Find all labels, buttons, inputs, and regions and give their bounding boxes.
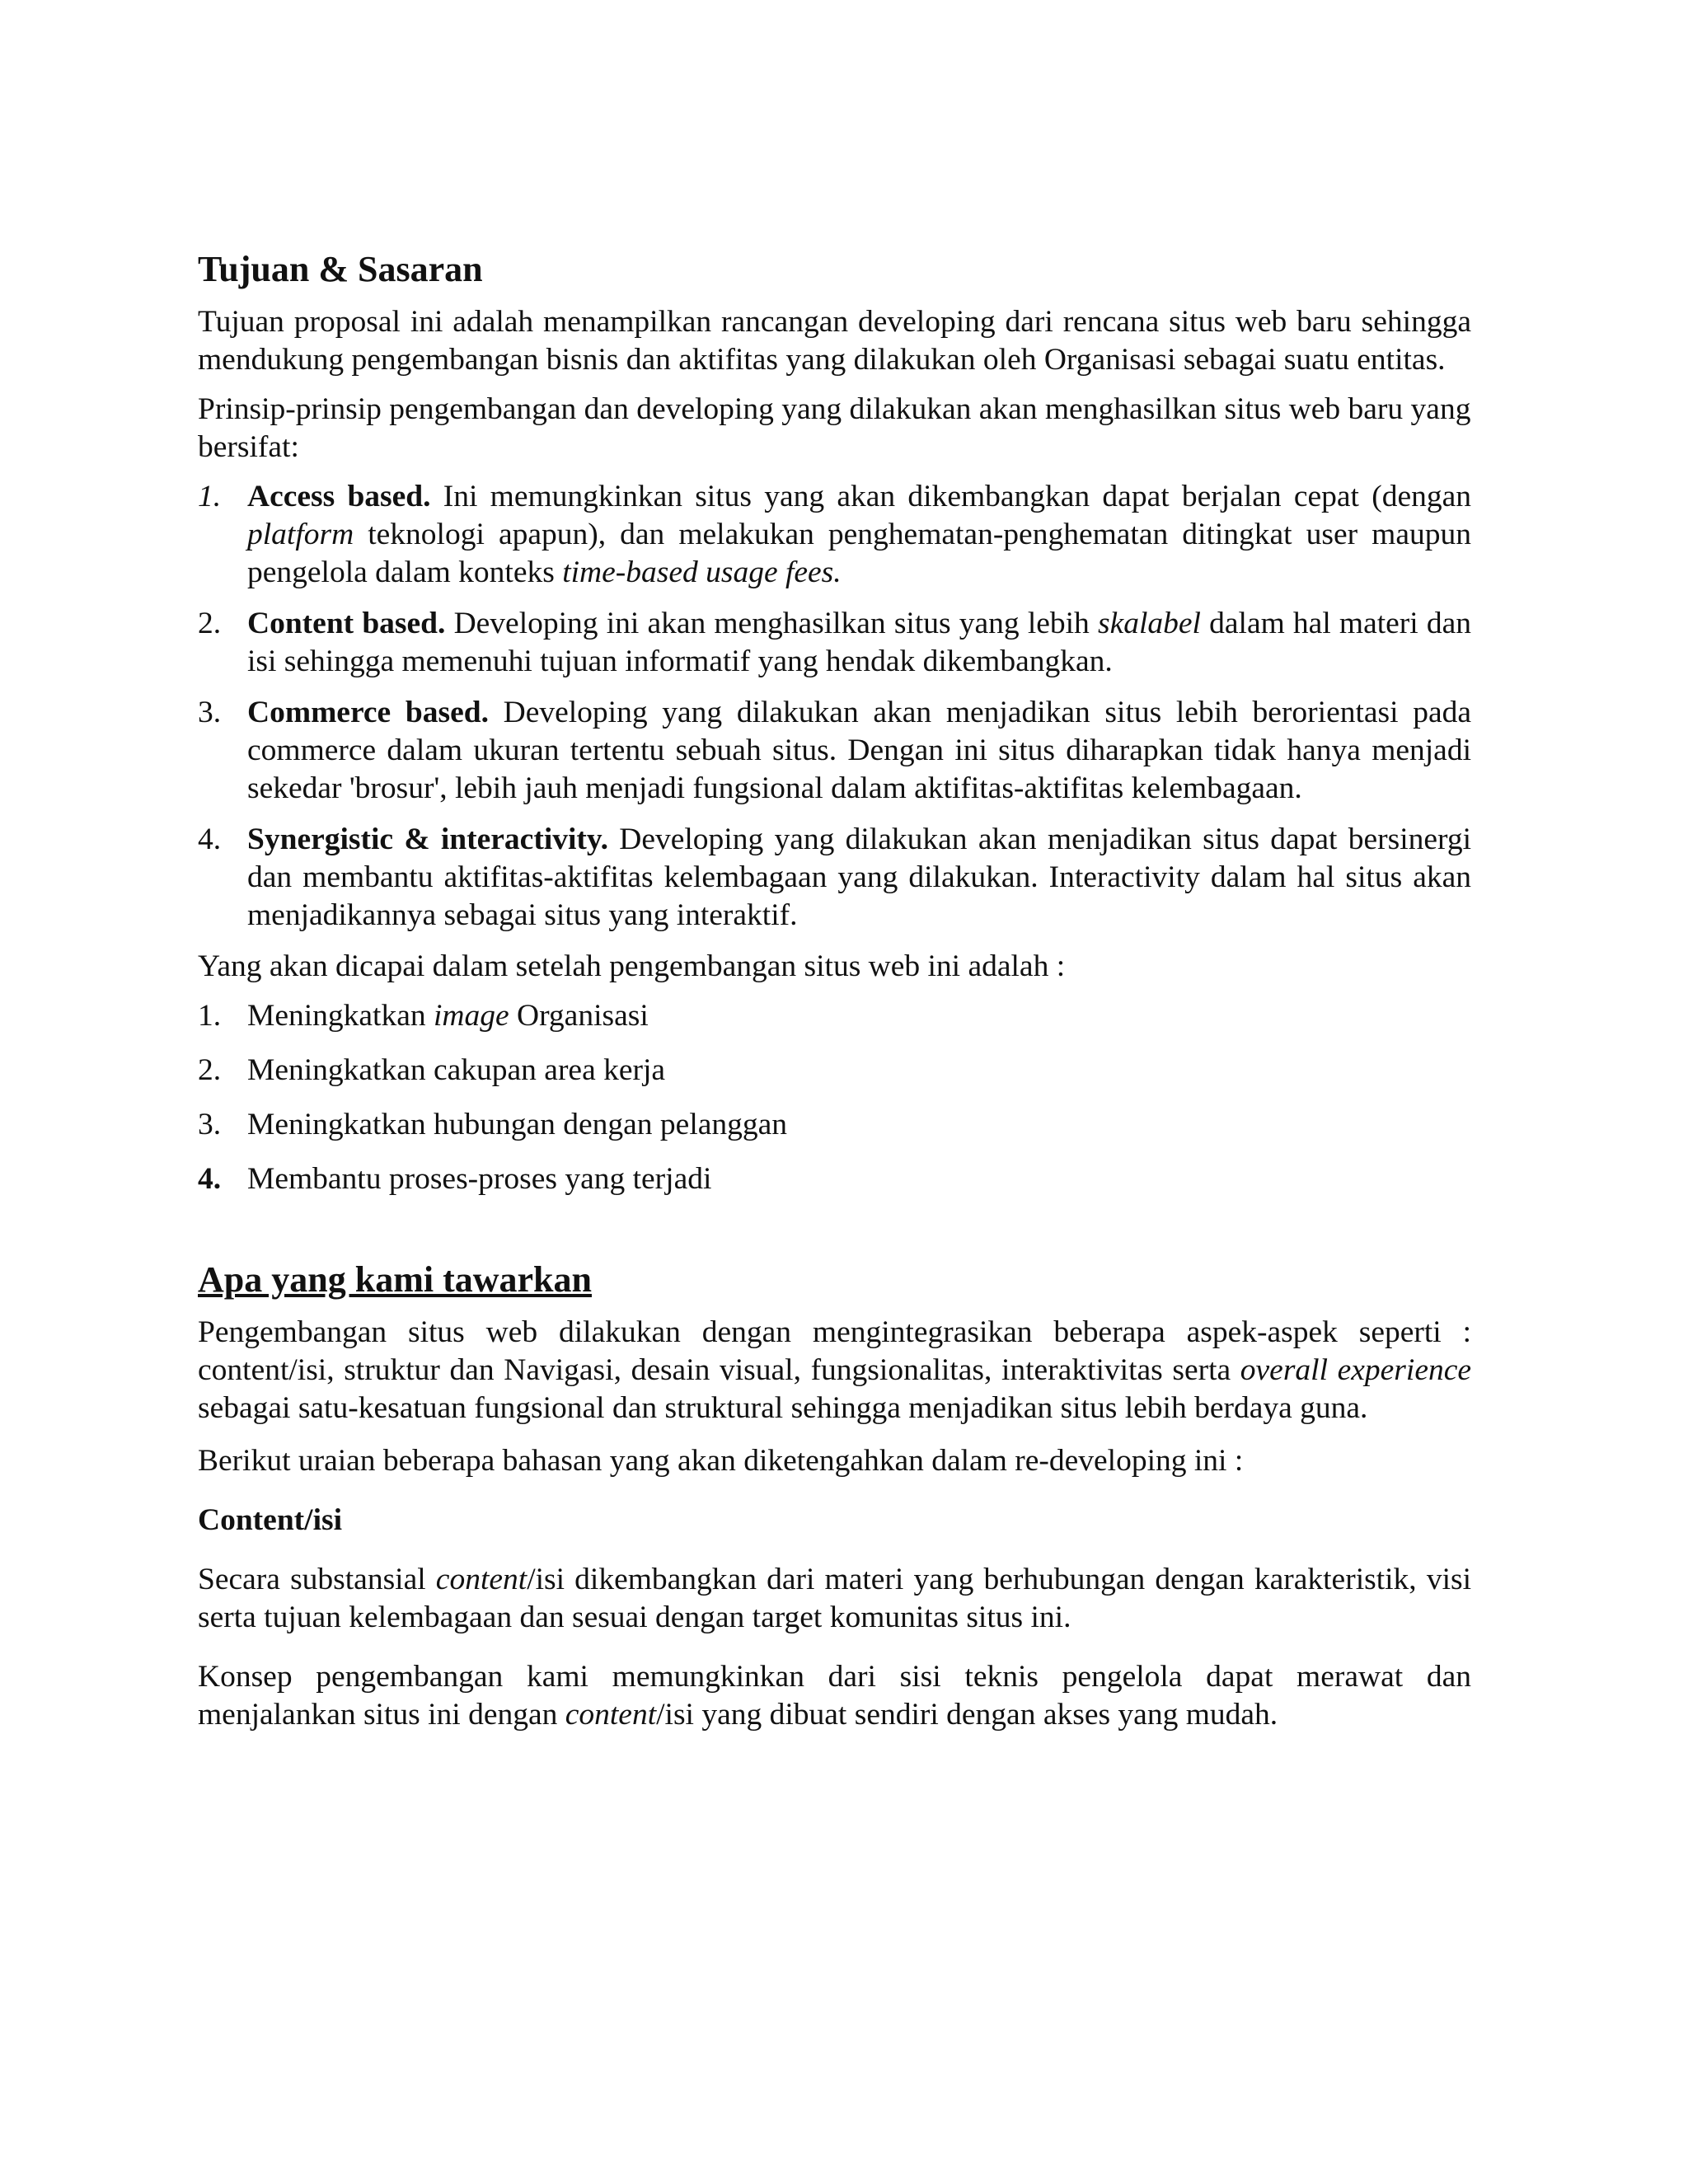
subheading-content: Content/isi bbox=[198, 1503, 343, 1537]
principle-text: teknologi apapun), dan melakukan penghematan-penghematan ditingkat user maupun pengelola dalam konteks bbox=[247, 518, 1471, 589]
principle-text: Developing ini akan menghasilkan situs yang lebih bbox=[445, 607, 1098, 640]
list-number: 2. bbox=[198, 1053, 222, 1087]
list-item bbox=[198, 821, 1471, 935]
goal-text: Meningkatkan bbox=[247, 999, 434, 1033]
list-number: 3. bbox=[198, 696, 222, 729]
list-number: 1. bbox=[198, 480, 222, 513]
list-number: 2. bbox=[198, 607, 222, 640]
list-item bbox=[198, 1160, 1471, 1198]
goal-text: Membantu proses-proses yang terjadi bbox=[247, 1162, 712, 1196]
paragraph-tujuan: Tujuan proposal ini adalah menampilkan rancangan developing dari rencana situs web baru sehingga mendukung pengembangan bisnis dan aktifitas yang dilakukan oleh Organisasi sebagai suatu entitas. bbox=[198, 305, 1471, 377]
principle-term: Access based. bbox=[247, 480, 431, 513]
goal-text: Organisasi bbox=[509, 999, 649, 1033]
paragraph-text: Pengembangan situs web dilakukan dengan mengintegrasikan beberapa aspek-aspek seperti : content/isi, struktur dan Navigasi, desain visual, fungsionalitas, interaktivitas serta bbox=[198, 1315, 1471, 1387]
paragraph-emphasis: overall experience bbox=[1240, 1353, 1472, 1387]
paragraph-emphasis: content bbox=[435, 1563, 528, 1596]
goal-text: Meningkatkan hubungan dengan pelanggan bbox=[247, 1108, 788, 1141]
principle-term: Content based. bbox=[247, 607, 446, 640]
paragraph-text: Secara substansial bbox=[198, 1563, 436, 1596]
list-item bbox=[198, 1052, 1471, 1090]
paragraph-text: Konsep pengembangan kami memungkinkan dari sisi teknis pengelola dapat merawat dan menjalankan situs ini dengan bbox=[198, 1660, 1471, 1732]
paragraph-konsep bbox=[198, 1658, 1471, 1734]
principle-text: Developing yang dilakukan akan menjadikan situs dapat bersinergi dan membantu aktifitas-aktifitas kelembagaan yang dilakukan. Interactivity dalam hal situs akan menjadikannya sebagai situs yang interaktif. bbox=[247, 823, 1471, 932]
list-item bbox=[198, 997, 1471, 1035]
list-number: 4. bbox=[198, 823, 222, 856]
paragraph-goals-intro: Yang akan dicapai dalam setelah pengembangan situs web ini adalah : bbox=[198, 949, 1066, 983]
paragraph-emphasis: content bbox=[565, 1698, 657, 1732]
document-page bbox=[198, 247, 1471, 1749]
section-spacer bbox=[198, 1215, 1471, 1258]
section-title-tawarkan: Apa yang kami tawarkan bbox=[198, 1259, 592, 1300]
list-number: 3. bbox=[198, 1108, 222, 1141]
paragraph-text: /isi dikembangkan dari materi yang berhubungan dengan karakteristik, visi serta tujuan kelembagaan dan sesuai dengan target komunitas situs ini. bbox=[198, 1563, 1471, 1634]
principle-term: Synergistic & interactivity. bbox=[247, 823, 608, 856]
list-item bbox=[198, 694, 1471, 808]
paragraph-prinsip: Prinsip-prinsip pengembangan dan developing yang dilakukan akan menghasilkan situs web baru yang bersifat: bbox=[198, 392, 1471, 464]
goals-list bbox=[198, 997, 1471, 1198]
section-title-tujuan: Tujuan & Sasaran bbox=[198, 249, 483, 289]
goal-emphasis: image bbox=[434, 999, 509, 1033]
list-item bbox=[198, 605, 1471, 681]
principle-emphasis: skalabel bbox=[1097, 607, 1201, 640]
principle-term: Commerce based. bbox=[247, 696, 489, 729]
paragraph-text: /isi yang dibuat sendiri dengan akses yang mudah. bbox=[656, 1698, 1278, 1732]
principle-text: Ini memungkinkan situs yang akan dikembangkan dapat berjalan cepat (dengan bbox=[430, 480, 1471, 513]
list-item bbox=[198, 478, 1471, 592]
list-number: 4. bbox=[198, 1162, 222, 1196]
goal-text: Meningkatkan cakupan area kerja bbox=[247, 1053, 666, 1087]
paragraph-pengembangan bbox=[198, 1314, 1471, 1427]
principle-emphasis: time-based usage fees. bbox=[562, 555, 842, 589]
principles-list bbox=[198, 478, 1471, 935]
list-number: 1. bbox=[198, 999, 222, 1033]
principle-text: Developing yang dilakukan akan menjadikan situs lebih berorientasi pada commerce dalam ukuran tertentu sebuah situs. Dengan ini situs diharapkan tidak hanya menjadi sekedar 'brosur', lebih jauh menjadi fungsional dalam aktifitas-aktifitas kelembagaan. bbox=[247, 696, 1471, 805]
paragraph-text: sebagai satu-kesatuan fungsional dan struktural sehingga menjadikan situs lebih berdaya guna. bbox=[198, 1391, 1368, 1425]
paragraph-substansial bbox=[198, 1561, 1471, 1637]
paragraph-uraian: Berikut uraian beberapa bahasan yang akan diketengahkan dalam re-developing ini : bbox=[198, 1444, 1244, 1478]
principle-emphasis: platform bbox=[247, 518, 354, 551]
principle-text: dalam hal materi dan isi sehingga memenuhi tujuan informatif yang hendak dikembangkan. bbox=[247, 607, 1471, 678]
list-item bbox=[198, 1106, 1471, 1144]
